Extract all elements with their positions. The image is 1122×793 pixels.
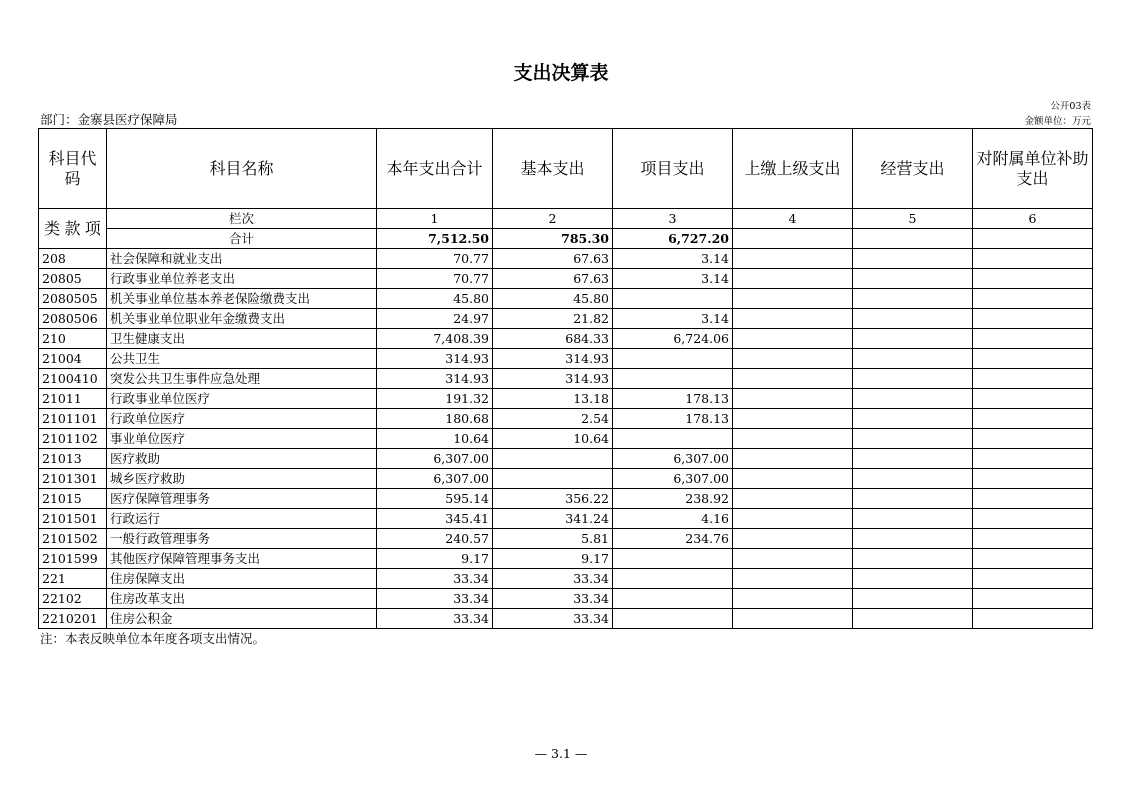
upper-cell — [733, 309, 853, 329]
subsidy-cell — [973, 489, 1093, 509]
footnote: 注：本表反映单位本年度各项支出情况。 — [40, 631, 266, 646]
project-cell — [613, 589, 733, 609]
table-row — [39, 489, 1093, 509]
subsidy-cell — [973, 549, 1093, 569]
basic-cell: 341.24 — [493, 509, 613, 529]
total-cell: 595.14 — [377, 489, 493, 509]
code-cell: 2101101 — [39, 409, 107, 429]
upper-cell — [733, 549, 853, 569]
subsidy-cell — [973, 589, 1093, 609]
basic-cell: 67.63 — [493, 249, 613, 269]
total-cell: 70.77 — [377, 269, 493, 289]
code-cell: 22102 — [39, 589, 107, 609]
name-cell: 突发公共卫生事件应急处理 — [107, 369, 377, 389]
basic-cell: 13.18 — [493, 389, 613, 409]
col-number: 1 — [377, 209, 493, 229]
total-cell: 10.64 — [377, 429, 493, 449]
code-cell: 208 — [39, 249, 107, 269]
basic-cell: 67.63 — [493, 269, 613, 289]
project-cell — [613, 349, 733, 369]
business-cell — [853, 509, 973, 529]
code-cell: 2210201 — [39, 609, 107, 629]
upper-cell — [733, 409, 853, 429]
table-row — [39, 529, 1093, 549]
header-row — [39, 129, 1093, 209]
basic-cell: 314.93 — [493, 349, 613, 369]
project-cell — [613, 429, 733, 449]
business-cell — [853, 549, 973, 569]
name-cell: 公共卫生 — [107, 349, 377, 369]
business-cell — [853, 269, 973, 289]
project-cell — [613, 289, 733, 309]
table-row — [39, 569, 1093, 589]
project-cell: 6,307.00 — [613, 449, 733, 469]
name-cell: 机关事业单位基本养老保险缴费支出 — [107, 289, 377, 309]
amount-unit: 金额单位：万元 — [1024, 116, 1091, 127]
code-cell: 221 — [39, 569, 107, 589]
basic-cell: 21.82 — [493, 309, 613, 329]
basic-cell — [493, 469, 613, 489]
code-cell: 2101102 — [39, 429, 107, 449]
col-number: 5 — [853, 209, 973, 229]
table-row — [39, 309, 1093, 329]
table-row — [39, 329, 1093, 349]
table-row — [39, 589, 1093, 609]
table-row — [39, 389, 1093, 409]
header-project: 项目支出 — [613, 129, 733, 209]
page-number: — 3.1 — — [534, 746, 588, 761]
total-cell: 45.80 — [377, 289, 493, 309]
table-row — [39, 509, 1093, 529]
total-row — [39, 229, 1093, 249]
col-number: 4 — [733, 209, 853, 229]
name-cell: 其他医疗保障管理事务支出 — [107, 549, 377, 569]
code-cell: 21011 — [39, 389, 107, 409]
basic-cell: 2.54 — [493, 409, 613, 429]
code-cell: 20805 — [39, 269, 107, 289]
basic-cell — [493, 449, 613, 469]
business-cell — [853, 329, 973, 349]
subsidy-cell — [973, 349, 1093, 369]
basic-cell: 45.80 — [493, 289, 613, 309]
upper-cell — [733, 249, 853, 269]
project-cell — [613, 569, 733, 589]
table-row — [39, 269, 1093, 289]
header-business: 经营支出 — [853, 129, 973, 209]
project-cell — [613, 549, 733, 569]
subsidy-cell — [973, 249, 1093, 269]
upper-cell — [733, 269, 853, 289]
total-cell: 33.34 — [377, 589, 493, 609]
header-code: 科目代码 — [39, 129, 107, 209]
name-cell: 事业单位医疗 — [107, 429, 377, 449]
total-cell: 6,307.00 — [377, 469, 493, 489]
code-cell: 2101502 — [39, 529, 107, 549]
table-row — [39, 549, 1093, 569]
subsidy-cell — [973, 609, 1093, 629]
basic-cell: 5.81 — [493, 529, 613, 549]
table-row — [39, 289, 1093, 309]
table-row — [39, 349, 1093, 369]
col-number: 6 — [973, 209, 1093, 229]
project-cell: 6,307.00 — [613, 469, 733, 489]
basic-cell: 314.93 — [493, 369, 613, 389]
total-label: 合计 — [107, 229, 377, 249]
business-cell — [853, 449, 973, 469]
business-cell — [853, 589, 973, 609]
subsidy-cell — [973, 289, 1093, 309]
name-cell: 住房保障支出 — [107, 569, 377, 589]
business-cell — [853, 429, 973, 449]
name-cell: 机关事业单位职业年金缴费支出 — [107, 309, 377, 329]
total-cell: 191.32 — [377, 389, 493, 409]
column-index-label: 栏次 — [107, 209, 377, 229]
project-cell: 6,724.06 — [613, 329, 733, 349]
table-row — [39, 449, 1093, 469]
kind-label-class: 类 — [44, 219, 61, 238]
table-row — [39, 249, 1093, 269]
code-cell: 210 — [39, 329, 107, 349]
upper-cell — [733, 569, 853, 589]
table-row — [39, 369, 1093, 389]
total-cell: 314.93 — [377, 369, 493, 389]
header-subsidy: 对附属单位补助支出 — [973, 129, 1093, 209]
subsidy-cell — [973, 569, 1093, 589]
name-cell: 医疗救助 — [107, 449, 377, 469]
header-total: 本年支出合计 — [377, 129, 493, 209]
business-cell — [853, 289, 973, 309]
business-cell — [853, 489, 973, 509]
subsidy-cell — [973, 429, 1093, 449]
basic-cell: 10.64 — [493, 429, 613, 449]
business-cell — [853, 469, 973, 489]
upper-cell — [733, 449, 853, 469]
header-name: 科目名称 — [107, 129, 377, 209]
code-cell: 2101301 — [39, 469, 107, 489]
total-cell: 6,307.00 — [377, 449, 493, 469]
code-cell: 21015 — [39, 489, 107, 509]
project-cell — [613, 609, 733, 629]
code-cell: 21013 — [39, 449, 107, 469]
upper-cell — [733, 369, 853, 389]
upper-cell — [733, 609, 853, 629]
project-cell — [613, 369, 733, 389]
upper-cell — [733, 429, 853, 449]
upper-cell — [733, 469, 853, 489]
column-index-row — [39, 209, 1093, 229]
name-cell: 行政事业单位医疗 — [107, 389, 377, 409]
name-cell: 行政事业单位养老支出 — [107, 269, 377, 289]
upper-cell — [733, 349, 853, 369]
total-subsidy — [973, 229, 1093, 249]
project-cell: 4.16 — [613, 509, 733, 529]
upper-cell — [733, 389, 853, 409]
upper-cell — [733, 329, 853, 349]
kind-label-section: 款 — [64, 219, 81, 238]
name-cell: 行政单位医疗 — [107, 409, 377, 429]
project-cell: 3.14 — [613, 309, 733, 329]
project-cell: 178.13 — [613, 389, 733, 409]
basic-cell: 9.17 — [493, 549, 613, 569]
header-upper: 上缴上级支出 — [733, 129, 853, 209]
business-cell — [853, 569, 973, 589]
business-cell — [853, 349, 973, 369]
total-cell: 180.68 — [377, 409, 493, 429]
total-business — [853, 229, 973, 249]
total-cell: 24.97 — [377, 309, 493, 329]
business-cell — [853, 389, 973, 409]
subsidy-cell — [973, 509, 1093, 529]
total-cell: 314.93 — [377, 349, 493, 369]
project-cell: 3.14 — [613, 249, 733, 269]
code-cell: 2100410 — [39, 369, 107, 389]
expenditure-table — [38, 128, 1093, 629]
total-cell: 9.17 — [377, 549, 493, 569]
subsidy-cell — [973, 529, 1093, 549]
total-project: 6,727.20 — [613, 229, 733, 249]
table-row — [39, 469, 1093, 489]
business-cell — [853, 409, 973, 429]
upper-cell — [733, 509, 853, 529]
total-upper — [733, 229, 853, 249]
form-code: 公开03表 — [1050, 101, 1091, 112]
code-cell: 2101501 — [39, 509, 107, 529]
subsidy-cell — [973, 369, 1093, 389]
basic-cell: 33.34 — [493, 589, 613, 609]
upper-cell — [733, 289, 853, 309]
name-cell: 城乡医疗救助 — [107, 469, 377, 489]
name-cell: 住房改革支出 — [107, 589, 377, 609]
basic-cell: 356.22 — [493, 489, 613, 509]
subsidy-cell — [973, 389, 1093, 409]
total-cell: 240.57 — [377, 529, 493, 549]
business-cell — [853, 369, 973, 389]
total-sum: 7,512.50 — [377, 229, 493, 249]
page-title: 支出决算表 — [513, 62, 609, 84]
total-basic: 785.30 — [493, 229, 613, 249]
business-cell — [853, 309, 973, 329]
department-label: 部门：金寨县医疗保障局 — [40, 112, 178, 127]
subsidy-cell — [973, 309, 1093, 329]
name-cell: 卫生健康支出 — [107, 329, 377, 349]
total-cell: 33.34 — [377, 609, 493, 629]
name-cell: 一般行政管理事务 — [107, 529, 377, 549]
upper-cell — [733, 529, 853, 549]
upper-cell — [733, 489, 853, 509]
header-basic: 基本支出 — [493, 129, 613, 209]
name-cell: 医疗保障管理事务 — [107, 489, 377, 509]
table-row — [39, 409, 1093, 429]
subsidy-cell — [973, 449, 1093, 469]
basic-cell: 684.33 — [493, 329, 613, 349]
total-cell: 33.34 — [377, 569, 493, 589]
total-cell: 345.41 — [377, 509, 493, 529]
code-cell: 21004 — [39, 349, 107, 369]
project-cell: 3.14 — [613, 269, 733, 289]
subsidy-cell — [973, 409, 1093, 429]
basic-cell: 33.34 — [493, 569, 613, 589]
subsidy-cell — [973, 269, 1093, 289]
code-cell: 2101599 — [39, 549, 107, 569]
project-cell: 234.76 — [613, 529, 733, 549]
name-cell: 住房公积金 — [107, 609, 377, 629]
subsidy-cell — [973, 469, 1093, 489]
basic-cell: 33.34 — [493, 609, 613, 629]
table-row — [39, 609, 1093, 629]
code-cell: 2080506 — [39, 309, 107, 329]
code-cell: 2080505 — [39, 289, 107, 309]
col-number: 2 — [493, 209, 613, 229]
project-cell: 178.13 — [613, 409, 733, 429]
name-cell: 社会保障和就业支出 — [107, 249, 377, 269]
business-cell — [853, 529, 973, 549]
business-cell — [853, 609, 973, 629]
kind-label-item: 项 — [84, 219, 101, 238]
table-row — [39, 429, 1093, 449]
total-cell: 70.77 — [377, 249, 493, 269]
business-cell — [853, 249, 973, 269]
upper-cell — [733, 589, 853, 609]
kind-cell — [39, 209, 107, 249]
project-cell: 238.92 — [613, 489, 733, 509]
name-cell: 行政运行 — [107, 509, 377, 529]
total-cell: 7,408.39 — [377, 329, 493, 349]
col-number: 3 — [613, 209, 733, 229]
subsidy-cell — [973, 329, 1093, 349]
